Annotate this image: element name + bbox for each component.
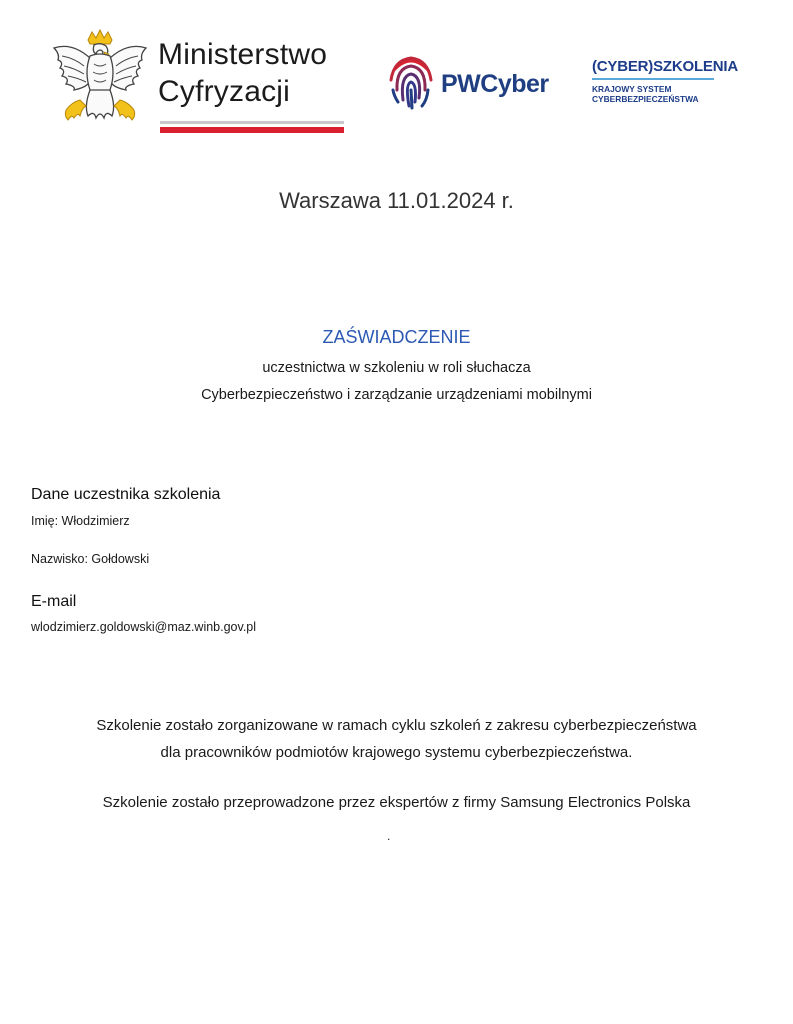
training-name: Cyberbezpieczeństwo i zarządzanie urządzeniami mobilnymi <box>201 387 592 403</box>
participant-last-name: Nazwisko: Gołdowski <box>31 552 150 566</box>
fingerprint-icon <box>388 50 434 112</box>
trailing-period: . <box>387 829 391 843</box>
document-date: Warszawa 11.01.2024 r. <box>279 188 514 213</box>
email-label: E-mail <box>31 593 77 610</box>
ministry-line-1: Ministerstwo <box>158 38 328 71</box>
cyberszkolenia-subtitle-line-1: KRAJOWY SYSTEM <box>592 84 672 94</box>
cyberszkolenia-rule <box>592 78 714 80</box>
pwcyber-logo-text: PWCyber <box>441 70 549 98</box>
cyberszkolenia-subtitle-line-2: CYBERBEZPIECZEŃSTWA <box>592 94 699 104</box>
certificate-title: ZAŚWIADCZENIE <box>322 327 471 347</box>
ministry-red-rule <box>160 127 344 133</box>
participant-section-title: Dane uczestnika szkolenia <box>31 486 221 503</box>
trainer-paragraph: Szkolenie zostało przeprowadzone przez ekspertów z firmy Samsung Electronics Polska <box>102 794 691 811</box>
cyberszkolenia-logo-title: (CYBER)SZKOLENIA <box>592 58 738 75</box>
organization-paragraph-line-2: dla pracowników podmiotów krajowego systemu cyberbezpieczeństwa. <box>160 744 633 761</box>
organization-paragraph-line-1: Szkolenie zostało zorganizowane w ramach cyklu szkoleń z zakresu cyberbezpieczeństwa <box>96 717 697 734</box>
polish-eagle-emblem-icon <box>50 28 150 134</box>
participant-email: wlodzimierz.goldowski@maz.winb.gov.pl <box>31 620 257 634</box>
certificate-role-line: uczestnictwa w szkoleniu w roli słuchacza <box>262 360 531 376</box>
ministry-line-2: Cyfryzacji <box>158 75 291 108</box>
participant-first-name: Imię: Włodzimierz <box>31 514 130 528</box>
ministry-grey-rule <box>160 121 344 124</box>
ministry-logo-text <box>158 36 327 110</box>
cyberszkolenia-logo-subtitle <box>592 84 699 104</box>
